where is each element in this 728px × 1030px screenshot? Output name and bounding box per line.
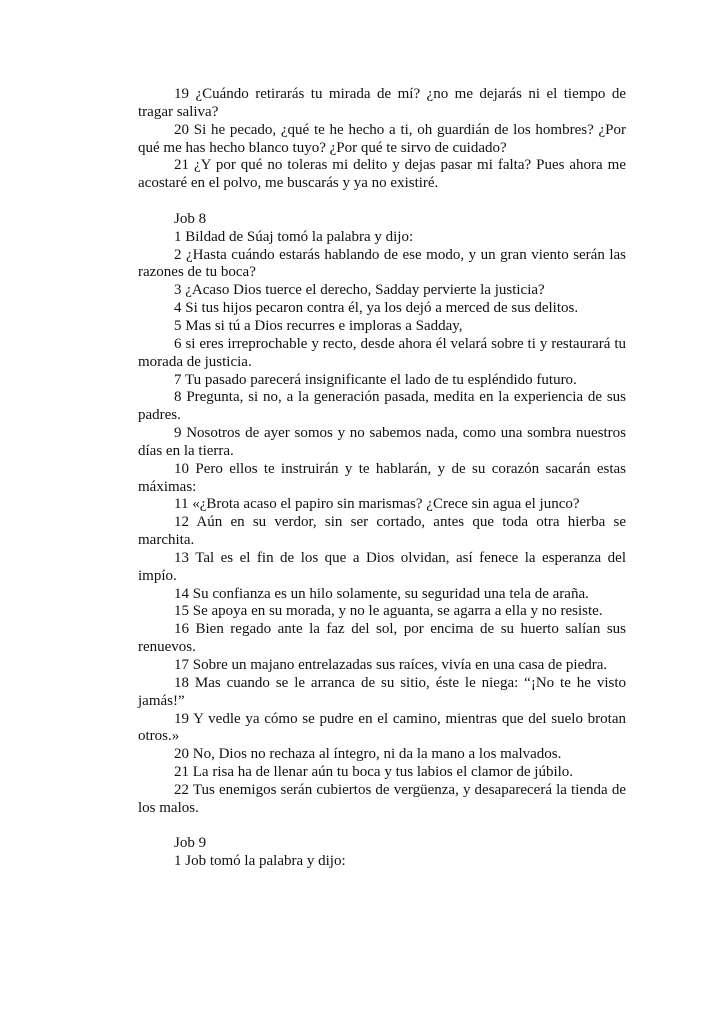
verse: 2 ¿Hasta cuándo estarás hablando de ese modo, y un gran viento serán las razones de tu boca? [138, 246, 626, 281]
verse: 11 «¿Brota acaso el papiro sin marismas? ¿Crece sin agua el junco? [174, 496, 580, 513]
verse: 8 Pregunta, si no, a la generación pasada, medita en la experiencia de sus padres. [138, 389, 626, 424]
verse: 20 No, Dios no rechaza al íntegro, ni da la mano a los malvados. [174, 746, 562, 763]
verse: 1 Job tomó la palabra y dijo: [174, 853, 346, 870]
verse: 9 Nosotros de ayer somos y no sabemos nada, como una sombra nuestros días en la tierra. [138, 425, 626, 459]
verse: 22 Tus enemigos serán cubiertos de vergüenza, y desaparecerá la tienda de los malos. [138, 781, 626, 816]
verse: 14 Su confianza es un hilo solamente, su seguridad una tela de araña. [174, 585, 589, 602]
verse: 19 ¿Cuándo retirarás tu mirada de mí? ¿no me dejarás ni el tiempo de tragar saliva? [138, 86, 626, 120]
verse: 6 si eres irreprochable y recto, desde ahora él velará sobre ti y restaurará tu morada de justicia. [138, 335, 626, 370]
verse: 12 Aún en su verdor, sin ser cortado, antes que toda otra hierba se marchita. [138, 514, 626, 549]
verse: 13 Tal es el fin de los que a Dios olvidan, así fenece la esperanza del impío. [138, 549, 626, 584]
chapter-heading: Job 9 [174, 835, 207, 852]
verse: 1 Bildad de Súaj tomó la palabra y dijo: [174, 228, 414, 245]
verse: 21 La risa ha de llenar aún tu boca y tus labios el clamor de júbilo. [174, 764, 574, 781]
chapter-heading: Job 8 [174, 210, 207, 227]
verse: 7 Tu pasado parecerá insignificante el lado de tu espléndido futuro. [174, 371, 577, 388]
verse: 20 Si he pecado, ¿qué te he hecho a ti, oh guardián de los hombres? ¿Por qué me has hecho blanco tuyo? ¿Por qué te sirvo de cuidado? [138, 121, 626, 156]
document-page [138, 86, 626, 871]
verse: 19 Y vedle ya cómo se pudre en el camino, mientras que del suelo brotan otros.» [138, 710, 626, 745]
verse: 5 Mas si tú a Dios recurres e imploras a Sadday, [174, 317, 463, 334]
verse: 16 Bien regado ante la faz del sol, por encima de su huerto salían sus renuevos. [138, 621, 626, 656]
verse: 3 ¿Acaso Dios tuerce el derecho, Sadday pervierte la justicia? [174, 282, 545, 299]
verse: 21 ¿Y por qué no toleras mi delito y dejas pasar mi falta? Pues ahora me acostaré en el polvo, me buscarás y ya no existiré. [138, 157, 626, 192]
verse: 17 Sobre un majano entrelazadas sus raíces, vivía en una casa de piedra. [174, 657, 608, 673]
verse: 15 Se apoya en su morada, y no le aguanta, se agarra a ella y no resiste. [174, 603, 603, 620]
verse: 10 Pero ellos te instruirán y te hablarán, y de su corazón sacarán estas máximas: [138, 460, 626, 495]
verse: 18 Mas cuando se le arranca de su sitio, éste le niega: “¡No te he visto jamás!” [138, 674, 626, 709]
verse: 4 Si tus hijos pecaron contra él, ya los dejó a merced de sus delitos. [174, 300, 579, 317]
